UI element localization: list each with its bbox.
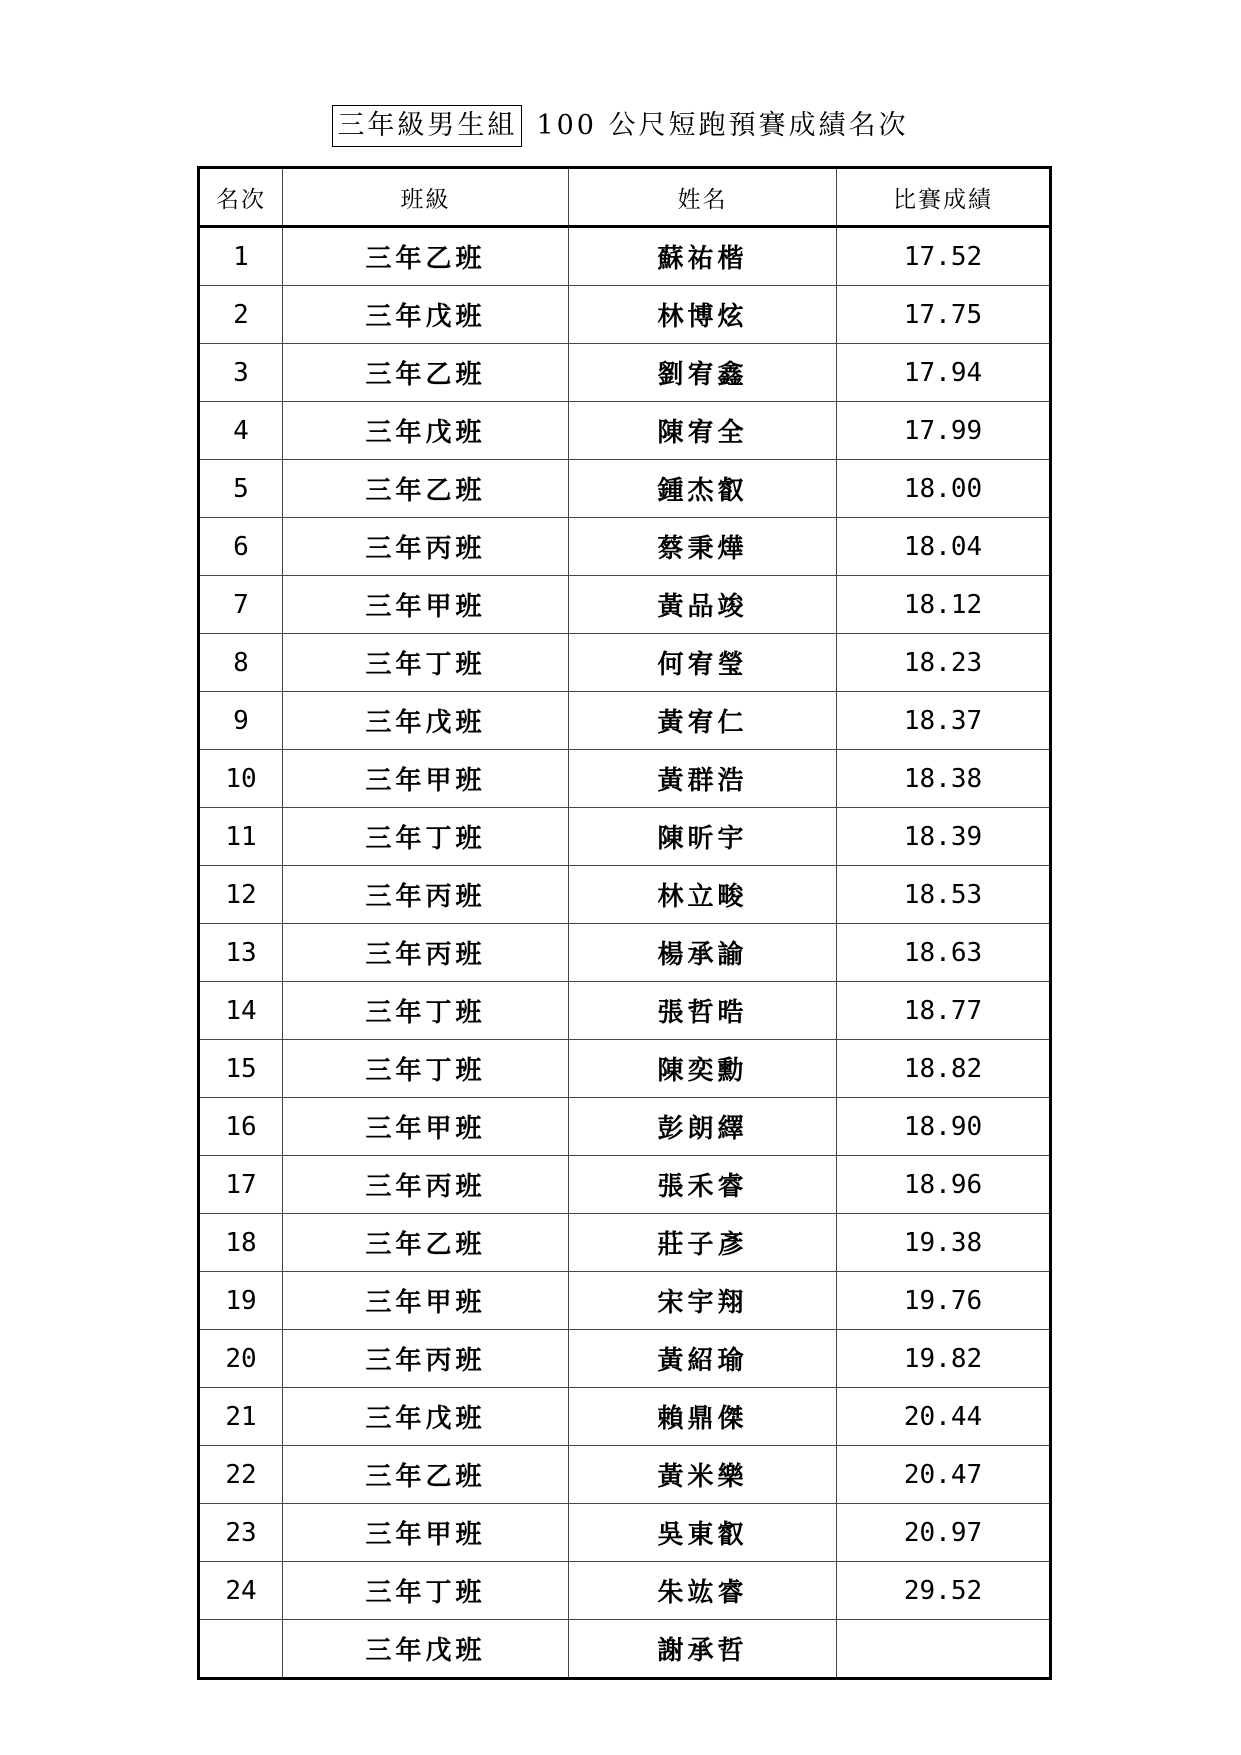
header-name: 姓名	[569, 168, 837, 227]
table-row	[199, 750, 1051, 808]
time-cell: 19.82	[837, 1330, 1051, 1388]
name-cell: 黃宥仁	[569, 692, 837, 750]
table-row	[199, 576, 1051, 634]
time-cell: 17.94	[837, 344, 1051, 402]
name-cell: 黃紹瑜	[569, 1330, 837, 1388]
class-cell: 三年丙班	[283, 518, 569, 576]
rank-cell: 14	[199, 982, 283, 1040]
rank-cell: 18	[199, 1214, 283, 1272]
time-cell: 20.44	[837, 1388, 1051, 1446]
rank-cell: 24	[199, 1562, 283, 1620]
class-cell: 三年丁班	[283, 982, 569, 1040]
class-cell: 三年丁班	[283, 1562, 569, 1620]
rank-cell: 16	[199, 1098, 283, 1156]
table-row	[199, 1388, 1051, 1446]
time-cell	[837, 1620, 1051, 1679]
table-row	[199, 924, 1051, 982]
time-cell: 18.53	[837, 866, 1051, 924]
time-cell: 17.52	[837, 227, 1051, 286]
header-time: 比賽成績	[837, 168, 1051, 227]
name-cell: 賴鼎傑	[569, 1388, 837, 1446]
class-cell: 三年戊班	[283, 286, 569, 344]
table-row	[199, 634, 1051, 692]
rank-cell: 21	[199, 1388, 283, 1446]
results-table	[197, 166, 1052, 1680]
rank-cell: 10	[199, 750, 283, 808]
table-row	[199, 1040, 1051, 1098]
class-cell: 三年甲班	[283, 1504, 569, 1562]
time-cell: 19.76	[837, 1272, 1051, 1330]
class-cell: 三年乙班	[283, 1214, 569, 1272]
rank-cell: 23	[199, 1504, 283, 1562]
rank-cell: 4	[199, 402, 283, 460]
class-cell: 三年丙班	[283, 1156, 569, 1214]
class-cell: 三年戊班	[283, 1388, 569, 1446]
name-cell: 林博炫	[569, 286, 837, 344]
table-row	[199, 1156, 1051, 1214]
time-cell: 18.77	[837, 982, 1051, 1040]
name-cell: 彭朗繹	[569, 1098, 837, 1156]
table-row	[199, 227, 1051, 286]
time-cell: 17.99	[837, 402, 1051, 460]
table-row	[199, 344, 1051, 402]
rank-cell: 6	[199, 518, 283, 576]
time-cell: 18.90	[837, 1098, 1051, 1156]
name-cell: 蘇祐楷	[569, 227, 837, 286]
name-cell: 莊子彥	[569, 1214, 837, 1272]
time-cell: 18.38	[837, 750, 1051, 808]
time-cell: 19.38	[837, 1214, 1051, 1272]
rank-cell: 19	[199, 1272, 283, 1330]
name-cell: 陳宥全	[569, 402, 837, 460]
time-cell: 18.23	[837, 634, 1051, 692]
time-cell: 18.96	[837, 1156, 1051, 1214]
rank-cell: 5	[199, 460, 283, 518]
table-row	[199, 1446, 1051, 1504]
table-body	[199, 227, 1051, 1679]
class-cell: 三年甲班	[283, 1272, 569, 1330]
table-row	[199, 1330, 1051, 1388]
rank-cell: 9	[199, 692, 283, 750]
class-cell: 三年乙班	[283, 344, 569, 402]
rank-cell: 2	[199, 286, 283, 344]
class-cell: 三年戊班	[283, 692, 569, 750]
class-cell: 三年甲班	[283, 576, 569, 634]
rank-cell: 13	[199, 924, 283, 982]
rank-cell: 15	[199, 1040, 283, 1098]
rank-cell: 20	[199, 1330, 283, 1388]
rank-cell: 12	[199, 866, 283, 924]
name-cell: 劉宥鑫	[569, 344, 837, 402]
title-group-label: 三年級男生組	[332, 105, 522, 147]
class-cell: 三年丁班	[283, 808, 569, 866]
table-row	[199, 1098, 1051, 1156]
rank-cell: 1	[199, 227, 283, 286]
name-cell: 鍾杰叡	[569, 460, 837, 518]
table-row	[199, 1620, 1051, 1679]
table-row	[199, 1562, 1051, 1620]
class-cell: 三年甲班	[283, 750, 569, 808]
time-cell: 18.12	[837, 576, 1051, 634]
class-cell: 三年戊班	[283, 402, 569, 460]
class-cell: 三年乙班	[283, 227, 569, 286]
class-cell: 三年丁班	[283, 1040, 569, 1098]
table-row	[199, 1272, 1051, 1330]
time-cell: 18.37	[837, 692, 1051, 750]
rank-cell: 8	[199, 634, 283, 692]
name-cell: 宋宇翔	[569, 1272, 837, 1330]
name-cell: 陳昕宇	[569, 808, 837, 866]
header-rank: 名次	[199, 168, 283, 227]
name-cell: 黃群浩	[569, 750, 837, 808]
table-row	[199, 808, 1051, 866]
rank-cell: 7	[199, 576, 283, 634]
name-cell: 陳奕勳	[569, 1040, 837, 1098]
table-header-row	[199, 168, 1051, 227]
class-cell: 三年丙班	[283, 1330, 569, 1388]
table-row	[199, 692, 1051, 750]
time-cell: 18.39	[837, 808, 1051, 866]
table-row	[199, 1214, 1051, 1272]
table-row	[199, 402, 1051, 460]
class-cell: 三年戊班	[283, 1620, 569, 1679]
time-cell: 18.04	[837, 518, 1051, 576]
header-class: 班級	[283, 168, 569, 227]
rank-cell: 11	[199, 808, 283, 866]
name-cell: 何宥瑩	[569, 634, 837, 692]
table-row	[199, 982, 1051, 1040]
page-title	[0, 104, 1241, 148]
time-cell: 29.52	[837, 1562, 1051, 1620]
time-cell: 17.75	[837, 286, 1051, 344]
time-cell: 20.47	[837, 1446, 1051, 1504]
time-cell: 18.63	[837, 924, 1051, 982]
name-cell: 蔡秉燁	[569, 518, 837, 576]
name-cell: 吳東叡	[569, 1504, 837, 1562]
class-cell: 三年甲班	[283, 1098, 569, 1156]
class-cell: 三年乙班	[283, 460, 569, 518]
name-cell: 張哲晧	[569, 982, 837, 1040]
table-row	[199, 286, 1051, 344]
name-cell: 黃品竣	[569, 576, 837, 634]
time-cell: 18.82	[837, 1040, 1051, 1098]
class-cell: 三年丁班	[283, 634, 569, 692]
table-row	[199, 460, 1051, 518]
class-cell: 三年丙班	[283, 924, 569, 982]
name-cell: 林立畯	[569, 866, 837, 924]
name-cell: 黃米樂	[569, 1446, 837, 1504]
name-cell: 張禾睿	[569, 1156, 837, 1214]
name-cell: 楊承諭	[569, 924, 837, 982]
rank-cell: 17	[199, 1156, 283, 1214]
name-cell: 謝承哲	[569, 1620, 837, 1679]
rank-cell	[199, 1620, 283, 1679]
class-cell: 三年乙班	[283, 1446, 569, 1504]
rank-cell: 22	[199, 1446, 283, 1504]
table-row	[199, 866, 1051, 924]
time-cell: 20.97	[837, 1504, 1051, 1562]
name-cell: 朱竑睿	[569, 1562, 837, 1620]
class-cell: 三年丙班	[283, 866, 569, 924]
title-event-label: 100 公尺短跑預賽成績名次	[536, 110, 909, 141]
time-cell: 18.00	[837, 460, 1051, 518]
rank-cell: 3	[199, 344, 283, 402]
table-row	[199, 518, 1051, 576]
table-row	[199, 1504, 1051, 1562]
